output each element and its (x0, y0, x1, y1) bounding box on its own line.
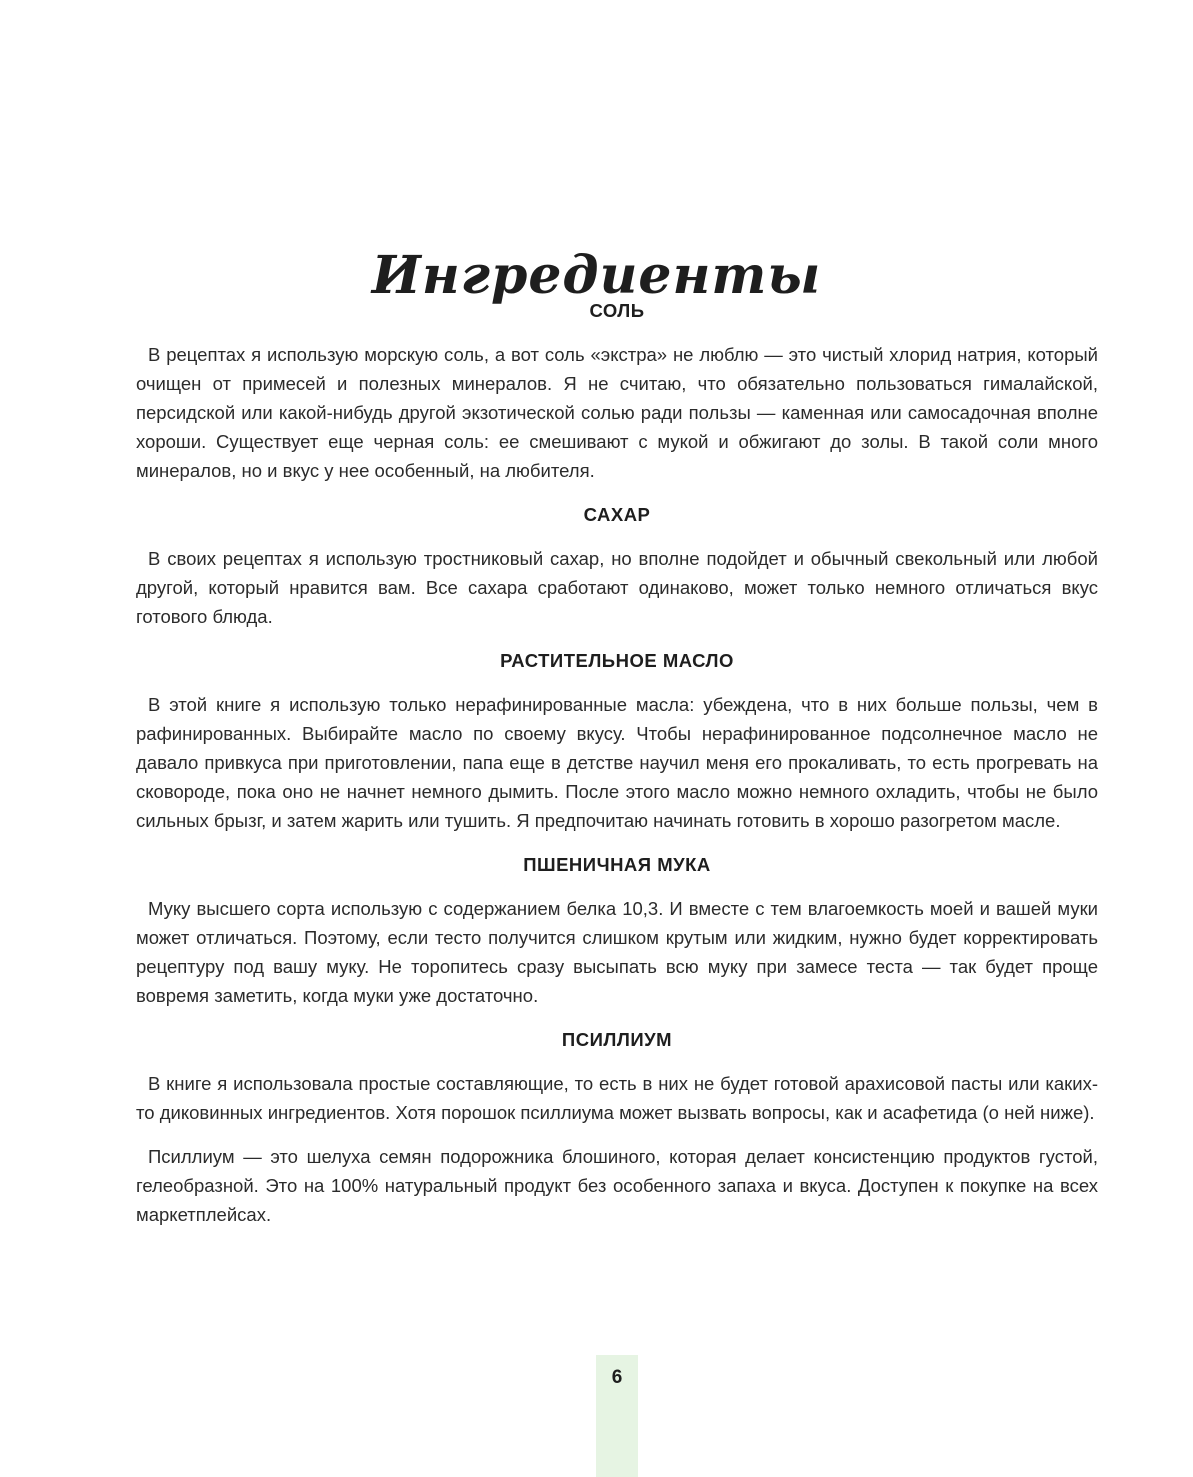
paragraph: В этой книге я использую только нерафинированные масла: убеждена, что в них больше пользы, чем в рафинированных. Выбирайте масло по своему вкусу. Чтобы нерафинированное подсолнечное масло не давало привкуса при приготовлении, папа еще в детстве научил меня его прокаливать, то есть прогревать на сковороде, пока оно не начнет немного дымить. После этого масло можно немного охладить, чтобы не было сильных брызг, и затем жарить или тушить. Я предпочитаю начинать готовить в хорошо разогретом масле. (136, 694, 1098, 831)
page-title: Ингредиенты (371, 244, 822, 306)
paragraph: Псиллиум — это шелуха семян подорожника блошиного, которая делает консистенцию продуктов густой, гелеобразной. Это на 100% натуральный продукт без особенного запаха и вкуса. Доступен к покупке на всех маркетплейсах. (136, 1146, 1098, 1225)
section-sugar (136, 500, 1098, 631)
section-heading: ПШЕНИЧНАЯ МУКА (523, 854, 711, 875)
page-content (136, 296, 1098, 1244)
paragraph: В рецептах я использую морскую соль, а вот соль «экстра» не люблю — это чистый хлорид натрия, который очищен от примесей и полезных минералов. Я не считаю, что обязательно пользоваться гималайской, персидской или какой-нибудь другой экзотической солью ради пользы — каменная или самосадочная вполне хороши. Существует еще черная соль: ее смешивают с мукой и обжигают до золы. В такой соли много минералов, но и вкус у нее особенный, на любителя. (136, 344, 1098, 481)
section-heading: РАСТИТЕЛЬНОЕ МАСЛО (500, 650, 734, 671)
section-heading: САХАР (583, 504, 651, 525)
section-psyllium (136, 1025, 1098, 1229)
section-vegetable-oil (136, 646, 1098, 835)
page-number: 6 (611, 1367, 623, 1388)
section-salt (136, 296, 1098, 485)
section-wheat-flour (136, 850, 1098, 1010)
paragraph: В своих рецептах я использую тростниковый сахар, но вполне подойдет и обычный свекольный или любой другой, который нравится вам. Все сахара сработают одинаково, может только немного отличаться вкус готового блюда. (136, 548, 1098, 627)
page-number-tab (596, 1355, 638, 1477)
section-heading: ПСИЛЛИУМ (561, 1029, 673, 1050)
section-heading: СОЛЬ (589, 300, 645, 321)
paragraph: Муку высшего сорта использую с содержанием белка 10,3. И вместе с тем влагоемкость моей и вашей муки может отличаться. Поэтому, если тесто получится слишком крутым или жидким, нужно будет корректировать рецептуру под вашу муку. Не торопитесь сразу высыпать всю муку при замесе теста — так будет проще вовремя заметить, когда муки уже достаточно. (136, 898, 1098, 1006)
paragraph: В книге я использовала простые составляющие, то есть в них не будет готовой арахисовой пасты или каких-то диковинных ингредиентов. Хотя порошок псиллиума может вызвать вопросы, как и асафетида (о ней ниже). (136, 1073, 1098, 1123)
